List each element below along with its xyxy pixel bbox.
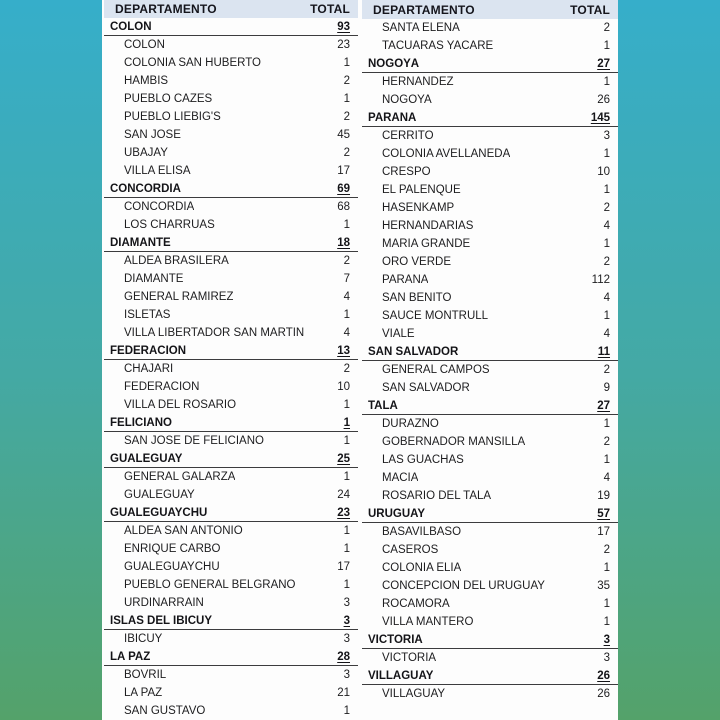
total-value: 2	[343, 363, 350, 375]
total-value: 1	[343, 399, 350, 411]
locality-row	[104, 54, 358, 72]
locality-row	[104, 126, 358, 144]
total-value: 10	[337, 381, 350, 393]
locality-row	[104, 630, 358, 648]
locality-name: CASEROS	[382, 544, 439, 556]
total-value: 2	[603, 544, 610, 556]
table-right-rows	[362, 19, 618, 703]
total-value: 11	[597, 345, 610, 358]
total-value: 24	[337, 489, 350, 501]
locality-row	[104, 558, 358, 576]
locality-row	[362, 181, 618, 199]
locality-row	[362, 649, 618, 667]
locality-row	[104, 486, 358, 504]
total-value: 26	[597, 94, 610, 106]
total-value: 2	[603, 22, 610, 34]
total-value: 1	[603, 562, 610, 574]
locality-row	[104, 90, 358, 108]
department-name: VILLAGUAY	[368, 669, 434, 682]
locality-row	[362, 451, 618, 469]
total-value: 4	[603, 328, 610, 340]
department-name: VICTORIA	[368, 633, 423, 646]
report-panel	[102, 0, 618, 720]
total-value: 23	[337, 39, 350, 51]
locality-name: ROSARIO DEL TALA	[382, 490, 492, 502]
locality-row	[104, 702, 358, 720]
department-name: LA PAZ	[110, 650, 151, 663]
locality-row	[104, 162, 358, 180]
locality-row	[362, 19, 618, 37]
total-value: 4	[603, 292, 610, 304]
total-value: 3	[343, 669, 350, 681]
column-header-total: TOTAL	[570, 2, 610, 17]
total-value: 1	[603, 598, 610, 610]
total-value: 4	[603, 472, 610, 484]
locality-row	[104, 666, 358, 684]
total-value: 2	[603, 436, 610, 448]
total-value: 17	[337, 165, 350, 177]
locality-row	[362, 73, 618, 91]
locality-row	[362, 163, 618, 181]
department-name: SAN SALVADOR	[368, 345, 459, 358]
locality-name: SAN GUSTAVO	[124, 705, 206, 717]
locality-name: PARANA	[382, 274, 429, 286]
locality-row	[104, 432, 358, 450]
locality-row	[362, 145, 618, 163]
department-name: FEDERACIÓN	[110, 344, 187, 357]
department-name: CONCORDIA	[110, 182, 181, 195]
locality-name: SAN BENITO	[382, 292, 452, 304]
locality-row	[104, 594, 358, 612]
locality-row	[362, 199, 618, 217]
total-value: 1	[603, 418, 610, 430]
department-row	[104, 180, 358, 198]
department-row	[362, 343, 618, 361]
locality-row	[362, 253, 618, 271]
total-value: 1	[343, 579, 350, 591]
locality-row	[362, 685, 618, 703]
department-row	[362, 667, 618, 685]
column-header-departamento: DEPARTAMENTO	[115, 2, 217, 16]
department-row	[104, 450, 358, 468]
column-header-total: TOTAL	[310, 2, 350, 16]
locality-row	[362, 469, 618, 487]
total-value: 2	[603, 364, 610, 376]
total-value: 13	[337, 344, 350, 357]
total-value: 26	[597, 688, 610, 700]
total-value: 1	[343, 525, 350, 537]
locality-row	[362, 379, 618, 397]
locality-row	[104, 72, 358, 90]
locality-name: VILLAGUAY	[382, 688, 446, 700]
locality-name: COLONIA AVELLANEDA	[382, 148, 511, 160]
locality-name: CONCEPCION DEL URUGUAY	[382, 580, 545, 592]
department-name: GUALEGUAYCHÚ	[110, 506, 208, 519]
locality-name: ALDEA BRASILERA	[124, 255, 229, 267]
locality-name: GENERAL GALARZA	[124, 471, 236, 483]
department-row	[104, 648, 358, 666]
total-value: 112	[591, 274, 610, 286]
locality-name: URDINARRAIN	[124, 597, 204, 609]
locality-name: COLONIA ELIA	[382, 562, 462, 574]
locality-name: ORO VERDE	[382, 256, 452, 268]
department-name: PARANÁ	[368, 111, 417, 124]
department-name: TALA	[368, 399, 398, 412]
total-value: 1	[343, 416, 350, 429]
locality-name: CERRITO	[382, 130, 434, 142]
total-value: 1	[343, 219, 350, 231]
locality-name: GENERAL RAMIREZ	[124, 291, 234, 303]
total-value: 4	[343, 327, 350, 339]
locality-name: VICTORIA	[382, 652, 437, 664]
locality-row	[362, 37, 618, 55]
locality-name: EL PALENQUE	[382, 184, 461, 196]
locality-row	[362, 235, 618, 253]
department-row	[362, 397, 618, 415]
table-left-rows	[104, 18, 358, 720]
total-value: 1	[343, 543, 350, 555]
locality-name: CRESPO	[382, 166, 431, 178]
total-value: 27	[597, 399, 610, 412]
locality-name: DIAMANTE	[124, 273, 184, 285]
total-value: 2	[343, 147, 350, 159]
locality-name: ENRIQUE CARBO	[124, 543, 221, 555]
total-value: 1	[603, 310, 610, 322]
locality-row	[104, 108, 358, 126]
locality-name: FEDERACION	[124, 381, 200, 393]
locality-name: LOS CHARRUAS	[124, 219, 215, 231]
locality-name: CHAJARI	[124, 363, 174, 375]
locality-row	[104, 576, 358, 594]
locality-row	[104, 396, 358, 414]
department-row	[362, 631, 618, 649]
locality-name: PUEBLO GENERAL BELGRANO	[124, 579, 296, 591]
department-row	[104, 342, 358, 360]
department-name: DIAMANTE	[110, 236, 171, 249]
locality-name: SAUCE MONTRULL	[382, 310, 489, 322]
locality-name: VILLA DEL ROSARIO	[124, 399, 237, 411]
locality-name: MARIA GRANDE	[382, 238, 471, 250]
locality-row	[104, 288, 358, 306]
table-left	[102, 0, 360, 720]
total-value: 25	[337, 452, 350, 465]
department-row	[104, 504, 358, 522]
locality-name: ISLETAS	[124, 309, 171, 321]
locality-row	[104, 684, 358, 702]
locality-row	[362, 541, 618, 559]
total-value: 3	[343, 597, 350, 609]
locality-name: CONCORDIA	[124, 201, 195, 213]
table-left-header	[104, 0, 358, 18]
total-value: 69	[337, 182, 350, 195]
locality-name: IBICUY	[124, 633, 163, 645]
department-row	[104, 612, 358, 630]
total-value: 3	[603, 633, 610, 646]
locality-name: SANTA ELENA	[382, 22, 460, 34]
locality-name: VILLA MANTERO	[382, 616, 474, 628]
department-row	[362, 505, 618, 523]
locality-row	[362, 361, 618, 379]
locality-row	[362, 271, 618, 289]
total-value: 28	[337, 650, 350, 663]
locality-name: VIALE	[382, 328, 415, 340]
locality-name: HERNANDARIAS	[382, 220, 474, 232]
total-value: 1	[603, 148, 610, 160]
locality-name: ROCAMORA	[382, 598, 450, 610]
total-value: 145	[590, 111, 610, 124]
total-value: 3	[603, 652, 610, 664]
total-value: 26	[597, 669, 610, 682]
total-value: 1	[343, 435, 350, 447]
total-value: 2	[343, 75, 350, 87]
table-right	[360, 0, 618, 720]
locality-name: HASENKAMP	[382, 202, 455, 214]
department-name: ISLAS DEL IBICUY	[110, 614, 213, 627]
total-value: 1	[343, 471, 350, 483]
total-value: 4	[343, 291, 350, 303]
locality-row	[362, 91, 618, 109]
locality-name: LAS GUACHAS	[382, 454, 464, 466]
locality-row	[362, 577, 618, 595]
total-value: 10	[597, 166, 610, 178]
table-right-header	[362, 0, 618, 19]
total-value: 17	[597, 526, 610, 538]
total-value: 21	[337, 687, 350, 699]
locality-name: PUEBLO LIEBIG'S	[124, 111, 221, 123]
total-value: 2	[603, 202, 610, 214]
locality-name: PUEBLO CAZES	[124, 93, 213, 105]
locality-name: GENERAL CAMPOS	[382, 364, 490, 376]
total-value: 1	[603, 616, 610, 628]
total-value: 1	[603, 184, 610, 196]
locality-row	[362, 289, 618, 307]
locality-name: BOVRIL	[124, 669, 167, 681]
locality-row	[104, 324, 358, 342]
total-value: 7	[343, 273, 350, 285]
locality-row	[104, 216, 358, 234]
locality-row	[104, 252, 358, 270]
total-value: 19	[597, 490, 610, 502]
department-name: GUALEGUAY	[110, 452, 183, 465]
locality-row	[362, 415, 618, 433]
locality-name: VILLA LIBERTADOR SAN MARTIN	[124, 327, 305, 339]
locality-name: SAN JOSE	[124, 129, 181, 141]
locality-name: VILLA ELISA	[124, 165, 191, 177]
locality-name: GUALEGUAY	[124, 489, 195, 501]
total-value: 57	[597, 507, 610, 520]
locality-row	[104, 360, 358, 378]
locality-name: COLON	[124, 39, 165, 51]
total-value: 93	[337, 20, 350, 33]
locality-name: GUALEGUAYCHU	[124, 561, 220, 573]
department-name: URUGUAY	[368, 507, 426, 520]
total-value: 1	[343, 705, 350, 717]
locality-name: GOBERNADOR MANSILLA	[382, 436, 526, 448]
total-value: 27	[597, 57, 610, 70]
column-header-departamento: DEPARTAMENTO	[373, 2, 475, 17]
department-name: NOGOYÁ	[368, 57, 420, 70]
locality-row	[362, 487, 618, 505]
locality-name: SAN JOSE DE FELICIANO	[124, 435, 264, 447]
locality-row	[104, 468, 358, 486]
locality-row	[362, 325, 618, 343]
locality-row	[362, 433, 618, 451]
locality-name: UBAJAY	[124, 147, 168, 159]
locality-row	[362, 127, 618, 145]
locality-name: TACUARAS YACARE	[382, 40, 494, 52]
total-value: 1	[343, 309, 350, 321]
total-value: 3	[343, 633, 350, 645]
department-name: FELICIANO	[110, 416, 172, 429]
department-row	[104, 234, 358, 252]
total-value: 2	[343, 255, 350, 267]
locality-name: HERNANDEZ	[382, 76, 454, 88]
locality-name: ALDEA SAN ANTONIO	[124, 525, 243, 537]
total-value: 35	[597, 580, 610, 592]
locality-name: MACIA	[382, 472, 419, 484]
total-value: 45	[337, 129, 350, 141]
locality-name: HAMBIS	[124, 75, 169, 87]
locality-row	[104, 540, 358, 558]
total-value: 1	[603, 40, 610, 52]
department-row	[104, 414, 358, 432]
locality-row	[104, 36, 358, 54]
total-value: 1	[343, 57, 350, 69]
total-value: 2	[603, 256, 610, 268]
locality-row	[362, 523, 618, 541]
department-row	[362, 109, 618, 127]
locality-row	[104, 378, 358, 396]
locality-name: SAN SALVADOR	[382, 382, 470, 394]
total-value: 3	[343, 614, 350, 627]
total-value: 68	[337, 201, 350, 213]
total-value: 1	[603, 238, 610, 250]
total-value: 1	[603, 76, 610, 88]
locality-row	[104, 198, 358, 216]
department-row	[362, 55, 618, 73]
locality-row	[104, 270, 358, 288]
total-value: 18	[337, 236, 350, 249]
locality-row	[104, 306, 358, 324]
locality-row	[362, 595, 618, 613]
locality-name: BASAVILBASO	[382, 526, 462, 538]
locality-row	[104, 522, 358, 540]
locality-name: COLONIA SAN HUBERTO	[124, 57, 261, 69]
locality-name: DURAZNO	[382, 418, 439, 430]
total-value: 17	[337, 561, 350, 573]
locality-name: NOGOYA	[382, 94, 432, 106]
total-value: 9	[603, 382, 610, 394]
locality-row	[104, 144, 358, 162]
locality-name: LA PAZ	[124, 687, 163, 699]
locality-row	[362, 307, 618, 325]
total-value: 3	[603, 130, 610, 142]
department-name: COLÓN	[110, 20, 152, 33]
total-value: 2	[343, 111, 350, 123]
total-value: 1	[603, 454, 610, 466]
department-row	[104, 18, 358, 36]
locality-row	[362, 217, 618, 235]
locality-row	[362, 613, 618, 631]
total-value: 1	[343, 93, 350, 105]
locality-row	[362, 559, 618, 577]
total-value: 4	[603, 220, 610, 232]
total-value: 23	[337, 506, 350, 519]
